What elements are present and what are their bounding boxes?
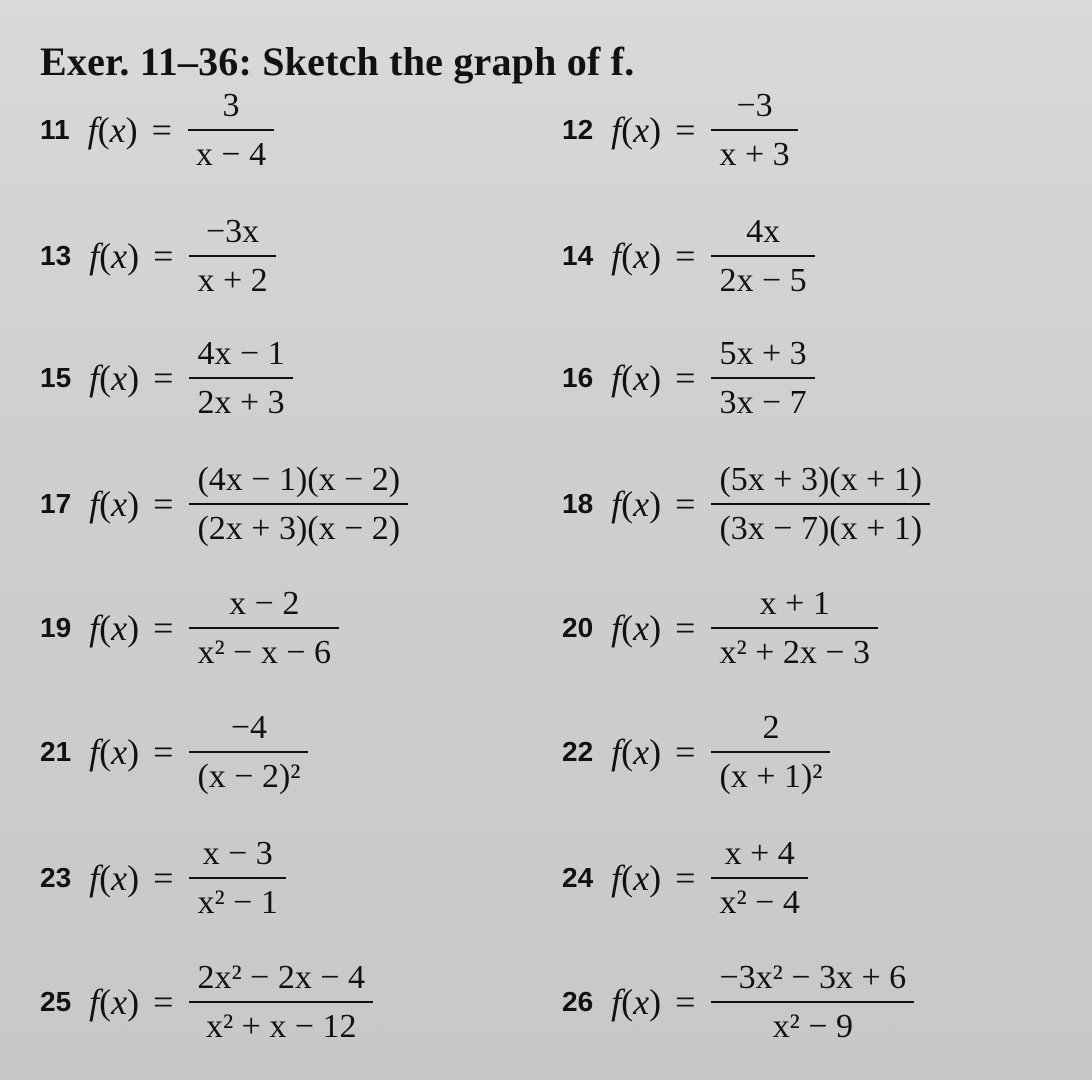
function-name — [89, 483, 139, 525]
problem-12 — [562, 86, 798, 174]
function-symbol: f — [89, 358, 100, 399]
fraction-bar — [189, 377, 292, 379]
fraction — [711, 212, 814, 300]
numerator: (4x − 1)(x − 2) — [197, 461, 401, 498]
fraction — [189, 460, 408, 548]
equals-sign: = — [675, 484, 696, 525]
numerator: 4x − 1 — [197, 335, 285, 372]
paren-open: ( — [621, 732, 634, 773]
problem-number: 26 — [562, 986, 594, 1018]
equals-sign: = — [675, 982, 696, 1023]
problem-number: 23 — [40, 862, 72, 894]
paren-open: ( — [99, 732, 112, 773]
fraction-bar — [711, 751, 830, 753]
problem-number: 11 — [40, 114, 70, 146]
fraction — [189, 708, 308, 796]
problem-16 — [562, 334, 815, 422]
function-symbol: f — [611, 110, 622, 151]
paren-close: ) — [649, 982, 662, 1023]
paren-close: ) — [649, 484, 662, 525]
function-name — [89, 235, 139, 277]
equals-sign: = — [675, 236, 696, 277]
numerator: 3 — [222, 87, 240, 124]
paren-close: ) — [649, 110, 662, 151]
problem-22 — [562, 708, 830, 796]
problem-11 — [40, 86, 274, 174]
variable-symbol: x — [111, 484, 128, 525]
variable-symbol: x — [633, 236, 650, 277]
function-symbol: f — [89, 732, 100, 773]
function-name — [89, 607, 139, 649]
numerator: x − 3 — [202, 835, 273, 872]
equals-sign: = — [675, 608, 696, 649]
paren-close: ) — [127, 484, 140, 525]
denominator: x² + x − 12 — [205, 1008, 357, 1046]
fraction — [711, 958, 914, 1046]
variable-symbol: x — [111, 732, 128, 773]
variable-symbol: x — [111, 608, 128, 649]
fraction-bar — [711, 1001, 914, 1003]
fraction-bar — [189, 1001, 373, 1003]
fraction-bar — [711, 503, 930, 505]
denominator: 3x − 7 — [719, 384, 807, 422]
variable-symbol: x — [633, 982, 650, 1023]
function-symbol: f — [89, 236, 100, 277]
paren-open: ( — [621, 484, 634, 525]
problem-number: 16 — [562, 362, 594, 394]
numerator: x + 4 — [724, 835, 795, 872]
variable-symbol: x — [111, 236, 128, 277]
paren-close: ) — [127, 358, 140, 399]
function-name — [611, 607, 661, 649]
fraction — [189, 958, 373, 1046]
equals-sign: = — [153, 358, 174, 399]
function-name — [88, 109, 138, 151]
problem-number: 22 — [562, 736, 594, 768]
numerator: x + 1 — [759, 585, 830, 622]
paren-open: ( — [99, 358, 112, 399]
function-symbol: f — [87, 110, 98, 151]
problem-number: 20 — [562, 612, 594, 644]
fraction — [189, 584, 339, 672]
problem-26 — [562, 958, 914, 1046]
equals-sign: = — [675, 110, 696, 151]
paren-close: ) — [127, 732, 140, 773]
fraction — [711, 708, 830, 796]
variable-symbol: x — [633, 358, 650, 399]
paren-close: ) — [127, 982, 140, 1023]
denominator: x² − 4 — [719, 884, 800, 922]
denominator: x² + 2x − 3 — [719, 634, 871, 672]
equals-sign: = — [675, 358, 696, 399]
denominator: x + 2 — [197, 262, 268, 300]
fraction-bar — [189, 503, 408, 505]
denominator: (3x − 7)(x + 1) — [719, 510, 923, 548]
paren-open: ( — [99, 484, 112, 525]
function-name — [611, 731, 661, 773]
fraction — [711, 834, 807, 922]
variable-symbol: x — [111, 358, 128, 399]
denominator: x² − 1 — [197, 884, 278, 922]
paren-open: ( — [621, 236, 634, 277]
paren-close: ) — [649, 732, 662, 773]
function-name — [611, 357, 661, 399]
paren-open: ( — [621, 858, 634, 899]
problem-14 — [562, 212, 815, 300]
fraction — [189, 334, 292, 422]
function-name — [89, 857, 139, 899]
exercise-heading: Exer. 11–36: Sketch the graph of f. — [40, 39, 635, 84]
paren-close: ) — [649, 858, 662, 899]
denominator: 2x + 3 — [197, 384, 285, 422]
paren-close: ) — [127, 608, 140, 649]
problem-15 — [40, 334, 293, 422]
fraction-bar — [189, 255, 275, 257]
problem-number: 25 — [40, 986, 72, 1018]
variable-symbol: x — [633, 484, 650, 525]
fraction — [189, 834, 285, 922]
paren-open: ( — [621, 110, 634, 151]
numerator: 2 — [762, 709, 780, 746]
fraction — [711, 334, 814, 422]
fraction — [189, 212, 275, 300]
variable-symbol: x — [109, 110, 126, 151]
paren-open: ( — [621, 358, 634, 399]
numerator: −4 — [230, 709, 268, 746]
paren-close: ) — [649, 608, 662, 649]
equals-sign: = — [153, 732, 174, 773]
numerator: 2x² − 2x − 4 — [197, 959, 366, 996]
problem-24 — [562, 834, 808, 922]
denominator: 2x − 5 — [719, 262, 807, 300]
function-name — [611, 109, 661, 151]
variable-symbol: x — [633, 858, 650, 899]
fraction-bar — [711, 627, 878, 629]
function-symbol: f — [89, 608, 100, 649]
denominator: x − 4 — [195, 136, 267, 174]
denominator: (2x + 3)(x − 2) — [197, 510, 401, 548]
problem-20 — [562, 584, 878, 672]
variable-symbol: x — [633, 732, 650, 773]
fraction — [711, 584, 878, 672]
fraction-bar — [189, 751, 308, 753]
problem-number: 19 — [40, 612, 72, 644]
function-symbol: f — [89, 858, 100, 899]
fraction-bar — [711, 377, 814, 379]
fraction — [188, 86, 274, 174]
function-symbol: f — [611, 358, 622, 399]
fraction — [711, 460, 930, 548]
paren-open: ( — [99, 608, 112, 649]
problem-17 — [40, 460, 408, 548]
function-symbol: f — [89, 484, 100, 525]
denominator: x² − 9 — [772, 1008, 854, 1046]
fraction-bar — [189, 627, 339, 629]
numerator: (5x + 3)(x + 1) — [719, 461, 923, 498]
function-name — [89, 357, 139, 399]
paren-close: ) — [127, 858, 140, 899]
function-name — [611, 981, 661, 1023]
problem-number: 18 — [562, 488, 594, 520]
function-symbol: f — [611, 236, 622, 277]
paren-open: ( — [621, 982, 634, 1023]
function-symbol: f — [611, 858, 622, 899]
fraction-bar — [711, 255, 814, 257]
problem-number: 21 — [40, 736, 72, 768]
function-symbol: f — [611, 732, 622, 773]
problem-23 — [40, 834, 286, 922]
problem-13 — [40, 212, 276, 300]
equals-sign: = — [153, 608, 174, 649]
function-symbol: f — [89, 982, 100, 1023]
paren-open: ( — [99, 236, 112, 277]
fraction-bar — [711, 877, 807, 879]
fraction-bar — [189, 877, 285, 879]
equals-sign: = — [675, 858, 696, 899]
variable-symbol: x — [633, 110, 650, 151]
problem-19 — [40, 584, 339, 672]
fraction-bar — [188, 129, 274, 131]
function-symbol: f — [611, 608, 622, 649]
problem-25 — [40, 958, 373, 1046]
denominator: x² − x − 6 — [197, 634, 332, 672]
equals-sign: = — [675, 732, 696, 773]
problem-number: 24 — [562, 862, 594, 894]
function-name — [611, 857, 661, 899]
equals-sign: = — [153, 484, 174, 525]
function-name — [611, 483, 661, 525]
problem-number: 13 — [40, 240, 72, 272]
problem-number: 15 — [40, 362, 72, 394]
function-name — [89, 731, 139, 773]
function-symbol: f — [611, 982, 622, 1023]
paren-close: ) — [127, 236, 140, 277]
fraction — [711, 86, 797, 174]
numerator: −3 — [736, 87, 773, 124]
paren-close: ) — [649, 358, 662, 399]
function-symbol: f — [611, 484, 622, 525]
numerator: x − 2 — [229, 585, 300, 622]
denominator: (x − 2)² — [197, 758, 301, 796]
function-name — [89, 981, 139, 1023]
numerator: −3x — [205, 213, 260, 250]
denominator: x + 3 — [719, 136, 790, 174]
problem-number: 14 — [562, 240, 594, 272]
fraction-bar — [711, 129, 797, 131]
equals-sign: = — [153, 858, 174, 899]
problem-18 — [562, 460, 930, 548]
paren-close: ) — [125, 110, 138, 151]
problem-21 — [40, 708, 308, 796]
numerator: 5x + 3 — [719, 335, 807, 372]
variable-symbol: x — [111, 982, 128, 1023]
problem-number: 17 — [40, 488, 72, 520]
paren-open: ( — [97, 110, 110, 151]
paren-close: ) — [649, 236, 662, 277]
denominator: (x + 1)² — [719, 758, 823, 796]
function-name — [611, 235, 661, 277]
equals-sign: = — [153, 982, 174, 1023]
equals-sign: = — [153, 236, 174, 277]
paren-open: ( — [99, 982, 112, 1023]
problem-number: 12 — [562, 114, 594, 146]
equals-sign: = — [151, 110, 172, 151]
numerator: 4x — [746, 213, 781, 250]
paren-open: ( — [621, 608, 634, 649]
variable-symbol: x — [111, 858, 128, 899]
numerator: −3x² − 3x + 6 — [719, 959, 907, 996]
paren-open: ( — [99, 858, 112, 899]
variable-symbol: x — [633, 608, 650, 649]
